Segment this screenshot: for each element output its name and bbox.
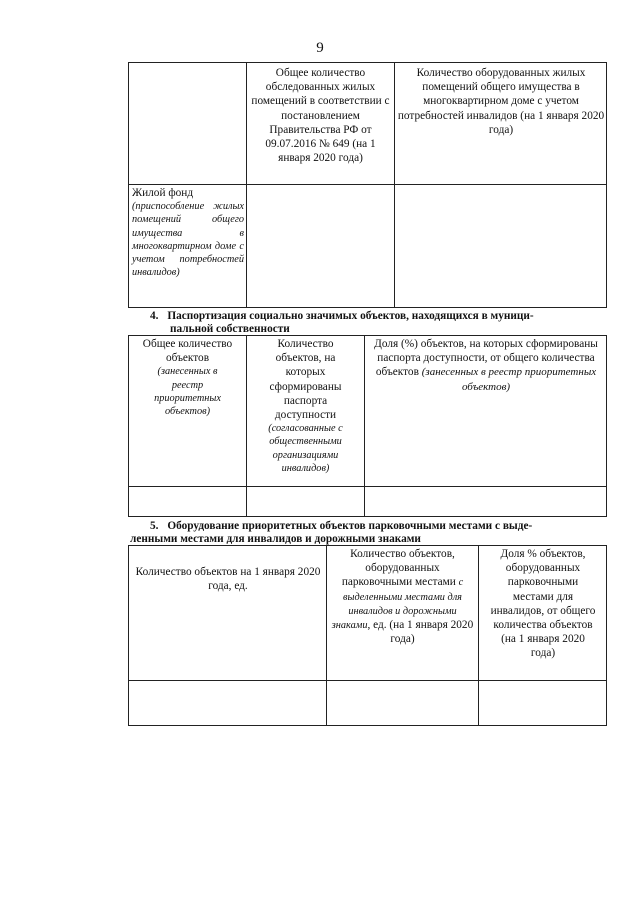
parking-objects-count-header: Количество объектов на 1 января 2020 года, ед. — [135, 566, 321, 593]
total-objects-note: (занесенных в реестр приоритетных объектов) — [154, 366, 221, 418]
passported-objects-note: (согласованные с общественными организациями инвалидов) — [268, 423, 343, 474]
housing-fund-note: (приспособление жилых помещений общего имущества в многоквартирном доме с учетом потребностей инвалидов) — [132, 201, 244, 279]
housing-row-label — [130, 186, 246, 279]
total-objects-header — [130, 337, 245, 418]
table-divider — [128, 184, 607, 185]
section-5-title-line1: Оборудование приоритетных объектов парковочными местами с выде- — [167, 520, 533, 532]
table-divider — [478, 545, 479, 726]
section-5-number: 5. — [150, 520, 159, 532]
housing-fund-label: Жилой фонд — [132, 187, 194, 199]
total-objects-label: Общее количество объектов — [142, 338, 233, 365]
section-4-title — [150, 310, 610, 323]
section-5-title — [150, 520, 610, 533]
parking-equipped-label-end: , ед. (на 1 января 2020 года) — [367, 619, 474, 646]
parking-equipped-label: Количество объектов, оборудованных парковочными местами — [341, 548, 456, 589]
passported-objects-label: Количество объектов, на которых сформированы паспорта доступности — [269, 338, 342, 422]
parking-share-header: Доля % объектов, оборудованных парковочными местами для инвалидов, от общего количества объектов (на 1 января 2020 года) — [490, 548, 596, 660]
passport-share-header — [365, 337, 607, 394]
table-divider — [128, 680, 607, 681]
table-divider — [128, 486, 607, 487]
surveyed-housing-header: Общее количество обследованных жилых помещений в соответствии с постановлением Правительства РФ от 09.07.2016 № 649 (на 1 января 2020 года) — [251, 67, 390, 165]
section-4-title-line1: Паспортизация социально значимых объектов, находящихся в муници- — [167, 310, 534, 322]
section-4-title-cont: пальной собственности — [170, 323, 290, 335]
page-number: 9 — [316, 40, 324, 56]
parking-equipped-note: с выделенными местами для инвалидов и дорожными знаками — [331, 577, 464, 632]
passport-share-label: Доля (%) объектов, на которых сформированы паспорта доступности, от общего количества объектов — [374, 338, 598, 379]
section-5-title-cont: ленными местами для инвалидов и дорожными знаками — [130, 533, 421, 545]
equipped-housing-header: Количество оборудованных жилых помещений общего имущества в многоквартирном доме с учетом потребностей инвалидов (на 1 января 2020 года) — [397, 67, 605, 136]
passported-objects-header — [247, 337, 364, 475]
parking-equipped-header — [327, 547, 478, 646]
section-4-number: 4. — [150, 310, 159, 322]
passport-share-note: (занесенных в реестр приоритетных объектов) — [421, 366, 597, 393]
